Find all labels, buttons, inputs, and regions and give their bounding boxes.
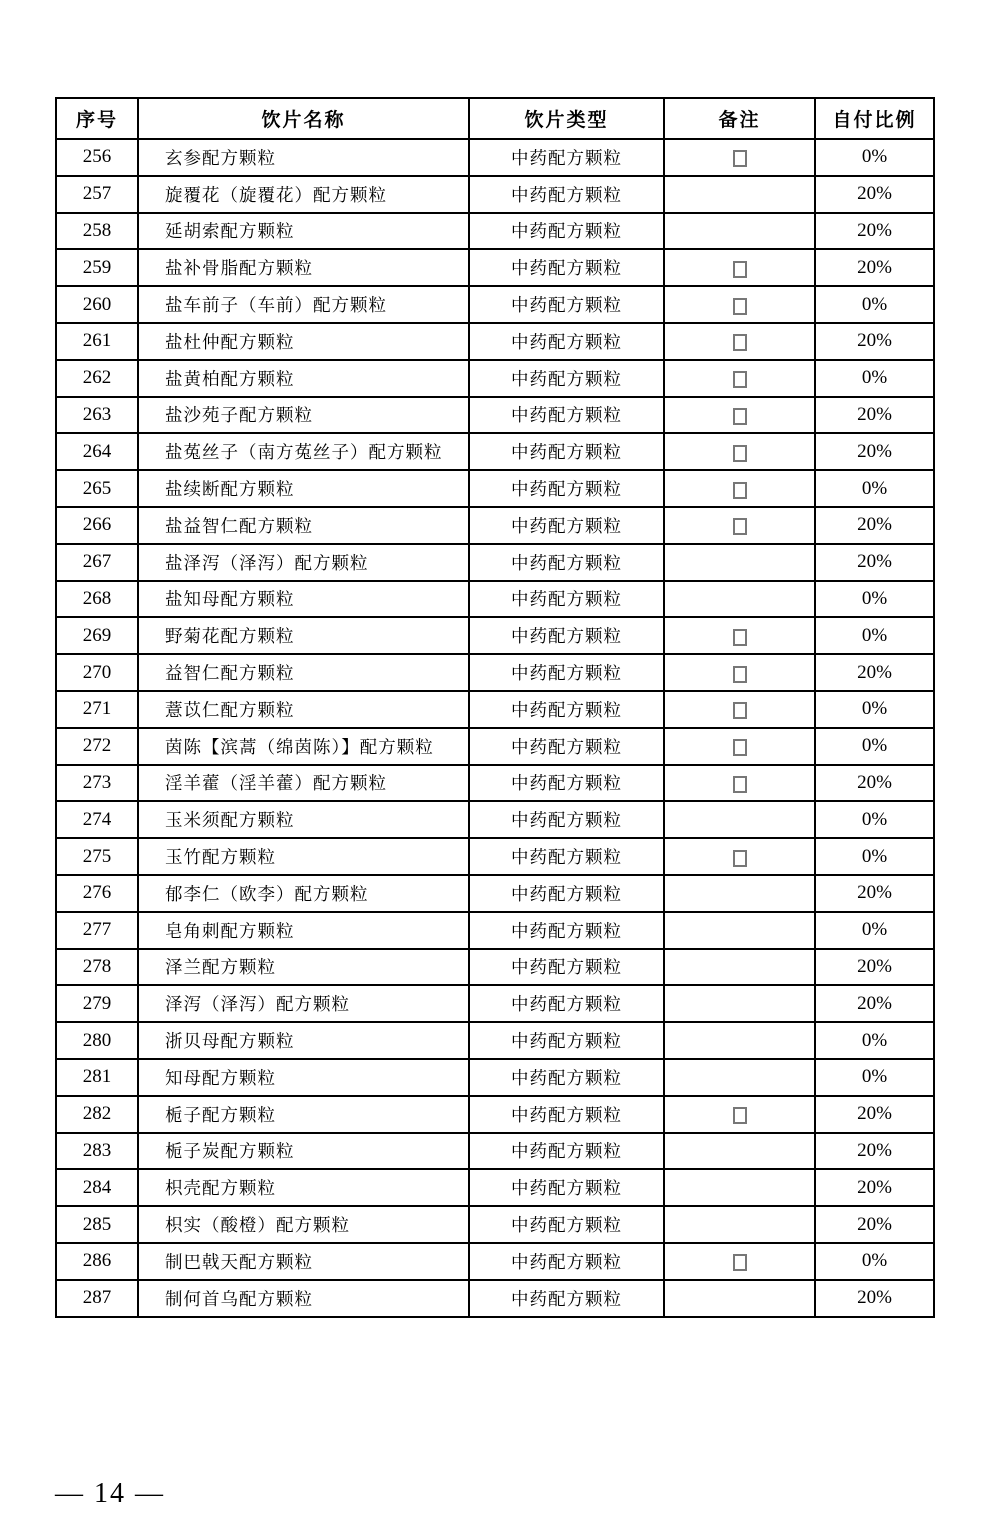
table-row: [56, 728, 934, 765]
ratio-cell: 20%: [815, 1133, 934, 1170]
remark-cell: [664, 728, 815, 765]
checkbox-icon[interactable]: [733, 408, 747, 425]
checkbox-icon[interactable]: [733, 518, 747, 535]
header-ratio: 自付比例: [815, 98, 934, 139]
row-number-cell: 283: [56, 1133, 138, 1170]
piece-type-cell: 中药配方颗粒: [469, 470, 664, 507]
table-row: [56, 249, 934, 286]
ratio-cell: 20%: [815, 949, 934, 986]
piece-name-cell: 玉米须配方颗粒: [138, 801, 469, 838]
table-body: [56, 139, 934, 1317]
remark-cell: [664, 1206, 815, 1243]
piece-name-cell: 盐杜仲配方颗粒: [138, 323, 469, 360]
row-number-cell: 285: [56, 1206, 138, 1243]
piece-type-cell: 中药配方颗粒: [469, 654, 664, 691]
ratio-cell: 20%: [815, 1096, 934, 1133]
ratio-cell: 0%: [815, 286, 934, 323]
row-number-cell: 266: [56, 507, 138, 544]
ratio-cell: 20%: [815, 323, 934, 360]
checkbox-icon[interactable]: [733, 261, 747, 278]
table-row: [56, 875, 934, 912]
row-number-cell: 258: [56, 213, 138, 250]
remark-cell: [664, 286, 815, 323]
table-row: [56, 433, 934, 470]
remark-cell: [664, 433, 815, 470]
ratio-cell: 20%: [815, 985, 934, 1022]
piece-type-cell: 中药配方颗粒: [469, 433, 664, 470]
checkbox-icon[interactable]: [733, 739, 747, 756]
ratio-cell: 0%: [815, 360, 934, 397]
ratio-cell: 20%: [815, 249, 934, 286]
table-row: [56, 1133, 934, 1170]
piece-name-cell: 盐黄柏配方颗粒: [138, 360, 469, 397]
row-number-cell: 260: [56, 286, 138, 323]
table-row: [56, 360, 934, 397]
piece-type-cell: 中药配方颗粒: [469, 1096, 664, 1133]
piece-name-cell: 茵陈【滨蒿（绵茵陈）】配方颗粒: [138, 728, 469, 765]
header-name: 饮片名称: [138, 98, 469, 139]
ratio-cell: 20%: [815, 544, 934, 581]
ratio-cell: 20%: [815, 213, 934, 250]
ratio-cell: 0%: [815, 691, 934, 728]
piece-name-cell: 盐菟丝子（南方菟丝子）配方颗粒: [138, 433, 469, 470]
checkbox-icon[interactable]: [733, 776, 747, 793]
piece-type-cell: 中药配方颗粒: [469, 323, 664, 360]
piece-name-cell: 玄参配方颗粒: [138, 139, 469, 176]
piece-name-cell: 盐车前子（车前）配方颗粒: [138, 286, 469, 323]
remark-cell: [664, 544, 815, 581]
ratio-cell: 0%: [815, 1243, 934, 1280]
ratio-cell: 0%: [815, 617, 934, 654]
piece-type-cell: 中药配方颗粒: [469, 544, 664, 581]
row-number-cell: 277: [56, 912, 138, 949]
header-row: [56, 98, 934, 139]
table-row: [56, 765, 934, 802]
table-row: [56, 176, 934, 213]
row-number-cell: 262: [56, 360, 138, 397]
remark-cell: [664, 654, 815, 691]
table-row: [56, 286, 934, 323]
piece-type-cell: 中药配方颗粒: [469, 875, 664, 912]
row-number-cell: 269: [56, 617, 138, 654]
table-row: [56, 985, 934, 1022]
remark-cell: [664, 949, 815, 986]
piece-type-cell: 中药配方颗粒: [469, 1280, 664, 1317]
table-row: [56, 1022, 934, 1059]
remark-cell: [664, 1169, 815, 1206]
row-number-cell: 281: [56, 1059, 138, 1096]
piece-type-cell: 中药配方颗粒: [469, 286, 664, 323]
piece-type-cell: 中药配方颗粒: [469, 249, 664, 286]
medicine-table: [55, 97, 935, 1318]
row-number-cell: 261: [56, 323, 138, 360]
remark-cell: [664, 617, 815, 654]
ratio-cell: 0%: [815, 139, 934, 176]
table-row: [56, 838, 934, 875]
remark-cell: [664, 213, 815, 250]
row-number-cell: 274: [56, 801, 138, 838]
piece-type-cell: 中药配方颗粒: [469, 213, 664, 250]
header-remark: 备注: [664, 98, 815, 139]
piece-type-cell: 中药配方颗粒: [469, 691, 664, 728]
ratio-cell: 20%: [815, 875, 934, 912]
checkbox-icon[interactable]: [733, 702, 747, 719]
remark-cell: [664, 1133, 815, 1170]
row-number-cell: 273: [56, 765, 138, 802]
ratio-cell: 20%: [815, 1280, 934, 1317]
piece-name-cell: 玉竹配方颗粒: [138, 838, 469, 875]
ratio-cell: 20%: [815, 507, 934, 544]
ratio-cell: 20%: [815, 176, 934, 213]
remark-cell: [664, 139, 815, 176]
table-row: [56, 654, 934, 691]
page-number: — 14 —: [55, 1478, 165, 1509]
table-row: [56, 323, 934, 360]
piece-type-cell: 中药配方颗粒: [469, 1022, 664, 1059]
ratio-cell: 20%: [815, 433, 934, 470]
table-row: [56, 470, 934, 507]
piece-name-cell: 旋覆花（旋覆花）配方颗粒: [138, 176, 469, 213]
ratio-cell: 0%: [815, 838, 934, 875]
piece-name-cell: 淫羊藿（淫羊藿）配方颗粒: [138, 765, 469, 802]
piece-name-cell: 盐补骨脂配方颗粒: [138, 249, 469, 286]
table-row: [56, 397, 934, 434]
row-number-cell: 276: [56, 875, 138, 912]
remark-cell: [664, 985, 815, 1022]
remark-cell: [664, 691, 815, 728]
remark-cell: [664, 765, 815, 802]
checkbox-icon[interactable]: [733, 150, 747, 167]
row-number-cell: 265: [56, 470, 138, 507]
table-row: [56, 213, 934, 250]
header-no: 序号: [56, 98, 138, 139]
table-row: [56, 691, 934, 728]
row-number-cell: 268: [56, 581, 138, 618]
checkbox-icon[interactable]: [733, 298, 747, 315]
table-row: [56, 912, 934, 949]
row-number-cell: 257: [56, 176, 138, 213]
piece-name-cell: 薏苡仁配方颗粒: [138, 691, 469, 728]
ratio-cell: 20%: [815, 765, 934, 802]
piece-type-cell: 中药配方颗粒: [469, 1206, 664, 1243]
row-number-cell: 263: [56, 397, 138, 434]
piece-type-cell: 中药配方颗粒: [469, 139, 664, 176]
piece-name-cell: 郁李仁（欧李）配方颗粒: [138, 875, 469, 912]
remark-cell: [664, 801, 815, 838]
piece-type-cell: 中药配方颗粒: [469, 1059, 664, 1096]
piece-type-cell: 中药配方颗粒: [469, 581, 664, 618]
remark-cell: [664, 838, 815, 875]
piece-name-cell: 浙贝母配方颗粒: [138, 1022, 469, 1059]
row-number-cell: 287: [56, 1280, 138, 1317]
remark-cell: [664, 1280, 815, 1317]
ratio-cell: 0%: [815, 728, 934, 765]
row-number-cell: 271: [56, 691, 138, 728]
row-number-cell: 284: [56, 1169, 138, 1206]
checkbox-icon[interactable]: [733, 1254, 747, 1271]
checkbox-icon[interactable]: [733, 629, 747, 646]
piece-name-cell: 枳壳配方颗粒: [138, 1169, 469, 1206]
ratio-cell: 20%: [815, 1169, 934, 1206]
table-row: [56, 1280, 934, 1317]
remark-cell: [664, 360, 815, 397]
piece-type-cell: 中药配方颗粒: [469, 801, 664, 838]
remark-cell: [664, 507, 815, 544]
piece-type-cell: 中药配方颗粒: [469, 1243, 664, 1280]
checkbox-icon[interactable]: [733, 1107, 747, 1124]
ratio-cell: 20%: [815, 1206, 934, 1243]
piece-name-cell: 栀子配方颗粒: [138, 1096, 469, 1133]
table-row: [56, 1059, 934, 1096]
ratio-cell: 0%: [815, 912, 934, 949]
ratio-cell: 20%: [815, 397, 934, 434]
piece-type-cell: 中药配方颗粒: [469, 617, 664, 654]
piece-name-cell: 盐沙苑子配方颗粒: [138, 397, 469, 434]
row-number-cell: 282: [56, 1096, 138, 1133]
piece-type-cell: 中药配方颗粒: [469, 1169, 664, 1206]
piece-type-cell: 中药配方颗粒: [469, 176, 664, 213]
remark-cell: [664, 1022, 815, 1059]
row-number-cell: 286: [56, 1243, 138, 1280]
checkbox-icon[interactable]: [733, 334, 747, 351]
piece-name-cell: 枳实（酸橙）配方颗粒: [138, 1206, 469, 1243]
table-header: [56, 98, 934, 139]
table-row: [56, 949, 934, 986]
table-row: [56, 507, 934, 544]
remark-cell: [664, 912, 815, 949]
row-number-cell: 279: [56, 985, 138, 1022]
row-number-cell: 256: [56, 139, 138, 176]
piece-name-cell: 制何首乌配方颗粒: [138, 1280, 469, 1317]
remark-cell: [664, 581, 815, 618]
piece-name-cell: 制巴戟天配方颗粒: [138, 1243, 469, 1280]
table-row: [56, 581, 934, 618]
checkbox-icon[interactable]: [733, 850, 747, 867]
checkbox-icon[interactable]: [733, 445, 747, 462]
row-number-cell: 278: [56, 949, 138, 986]
piece-name-cell: 延胡索配方颗粒: [138, 213, 469, 250]
piece-type-cell: 中药配方颗粒: [469, 507, 664, 544]
remark-cell: [664, 875, 815, 912]
row-number-cell: 264: [56, 433, 138, 470]
ratio-cell: 20%: [815, 654, 934, 691]
remark-cell: [664, 1059, 815, 1096]
piece-type-cell: 中药配方颗粒: [469, 397, 664, 434]
header-type: 饮片类型: [469, 98, 664, 139]
piece-type-cell: 中药配方颗粒: [469, 1133, 664, 1170]
table-row: [56, 801, 934, 838]
piece-name-cell: 栀子炭配方颗粒: [138, 1133, 469, 1170]
table-row: [56, 544, 934, 581]
piece-type-cell: 中药配方颗粒: [469, 949, 664, 986]
row-number-cell: 280: [56, 1022, 138, 1059]
row-number-cell: 275: [56, 838, 138, 875]
table-row: [56, 139, 934, 176]
ratio-cell: 0%: [815, 1022, 934, 1059]
row-number-cell: 272: [56, 728, 138, 765]
piece-type-cell: 中药配方颗粒: [469, 765, 664, 802]
piece-name-cell: 泽泻（泽泻）配方颗粒: [138, 985, 469, 1022]
table-row: [56, 1169, 934, 1206]
remark-cell: [664, 323, 815, 360]
piece-name-cell: 益智仁配方颗粒: [138, 654, 469, 691]
checkbox-icon[interactable]: [733, 482, 747, 499]
piece-name-cell: 知母配方颗粒: [138, 1059, 469, 1096]
checkbox-icon[interactable]: [733, 371, 747, 388]
piece-name-cell: 皂角刺配方颗粒: [138, 912, 469, 949]
row-number-cell: 270: [56, 654, 138, 691]
checkbox-icon[interactable]: [733, 666, 747, 683]
row-number-cell: 267: [56, 544, 138, 581]
table-row: [56, 1243, 934, 1280]
piece-name-cell: 野菊花配方颗粒: [138, 617, 469, 654]
remark-cell: [664, 397, 815, 434]
piece-type-cell: 中药配方颗粒: [469, 985, 664, 1022]
piece-name-cell: 盐知母配方颗粒: [138, 581, 469, 618]
piece-type-cell: 中药配方颗粒: [469, 838, 664, 875]
remark-cell: [664, 1243, 815, 1280]
remark-cell: [664, 470, 815, 507]
ratio-cell: 0%: [815, 470, 934, 507]
table-row: [56, 1206, 934, 1243]
row-number-cell: 259: [56, 249, 138, 286]
table-row: [56, 1096, 934, 1133]
table-row: [56, 617, 934, 654]
remark-cell: [664, 1096, 815, 1133]
ratio-cell: 0%: [815, 801, 934, 838]
piece-type-cell: 中药配方颗粒: [469, 912, 664, 949]
piece-name-cell: 盐续断配方颗粒: [138, 470, 469, 507]
piece-type-cell: 中药配方颗粒: [469, 360, 664, 397]
remark-cell: [664, 176, 815, 213]
piece-name-cell: 泽兰配方颗粒: [138, 949, 469, 986]
piece-type-cell: 中药配方颗粒: [469, 728, 664, 765]
ratio-cell: 0%: [815, 581, 934, 618]
remark-cell: [664, 249, 815, 286]
ratio-cell: 0%: [815, 1059, 934, 1096]
piece-name-cell: 盐益智仁配方颗粒: [138, 507, 469, 544]
piece-name-cell: 盐泽泻（泽泻）配方颗粒: [138, 544, 469, 581]
